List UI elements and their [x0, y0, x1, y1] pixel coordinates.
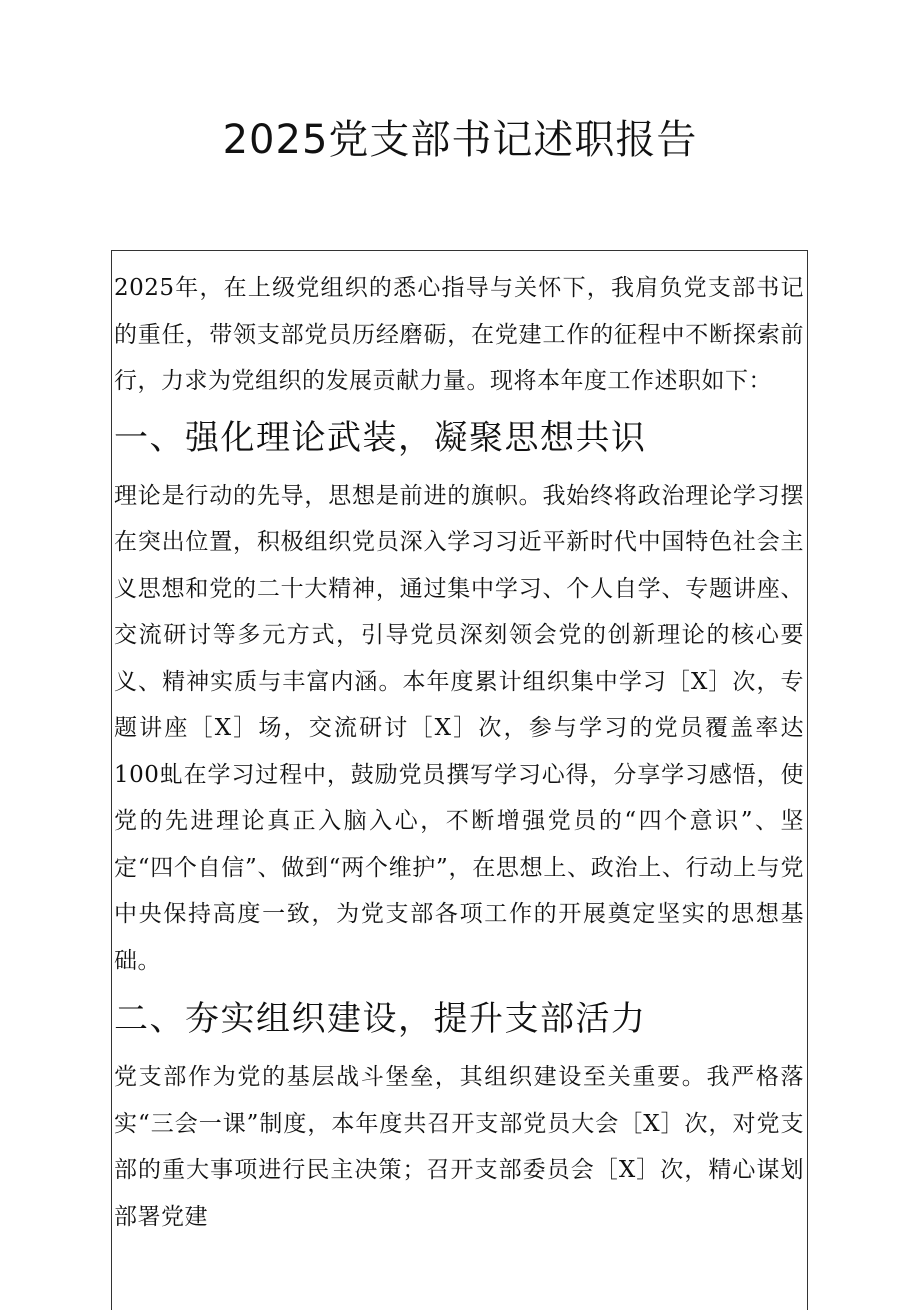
intro-paragraph: 2025年，在上级党组织的悉心指导与关怀下，我肩负党支部书记的重任，带领支部党员历经磨砺，在党建工作的征程中不断探索前行，力求为党组织的发展贡献力量。现将本年度工作述职如下： — [114, 275, 804, 394]
section-body-1: 理论是行动的先导，思想是前进的旗帜。我始终将政治理论学习摆在突出位置，积极组织党员深入学习习近平新时代中国特色社会主义思想和党的二十大精神，通过集中学习、个人自学、专题讲座、交流研讨等多元方式，引导党员深刻领会党的创新理论的核心要义、精神实质与丰富内涵。本年度累计组织集中学习［X］次，专题讲座［X］场，交流研讨［X］次，参与学习的党员覆盖率达100虬在学习过程中，鼓励党员撰写学习心得，分享学习感悟，使党的先进理论真正入脑入心，不断增强党员的“四个意识”、坚定“四个自信”、做到“两个维护”，在思想上、政治上、行动上与党中央保持高度一致，为党支部各项工作的开展奠定坚实的思想基础。 — [114, 482, 804, 974]
section-body-2: 党支部作为党的基层战斗堡垒，其组织建设至关重要。我严格落实“三会一课”制度，本年度共召开支部党员大会［X］次，对党支部的重大事项进行民主决策；召开支部委员会［X］次，精心谋划部署党建 — [114, 1064, 804, 1230]
section-heading-1: 一、强化理论武装，凝聚思想共识 — [114, 417, 647, 458]
document-body — [114, 265, 804, 1240]
document-title: 2025党支部书记述职报告 — [222, 117, 698, 163]
text-frame — [111, 250, 808, 1310]
section-heading-2: 二、夯实组织建设，提升支部活力 — [114, 999, 647, 1039]
